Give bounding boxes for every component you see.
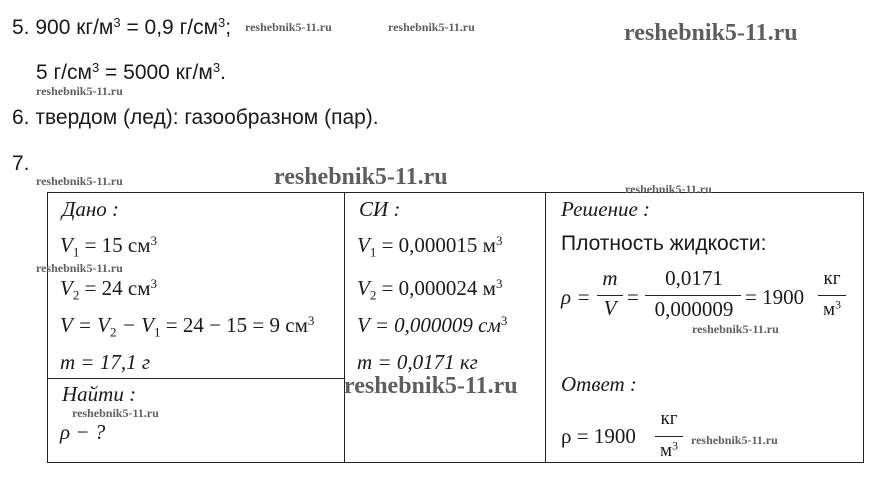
formula-numerator: 0,0171 bbox=[665, 266, 723, 290]
subscript: 2 bbox=[109, 324, 117, 340]
formula-eq: = bbox=[627, 285, 639, 309]
expr: V = V bbox=[60, 313, 110, 337]
unit-numerator: кг bbox=[823, 268, 841, 289]
watermark: reshebnik5-11.ru bbox=[36, 174, 123, 188]
find-header: Найти : bbox=[62, 382, 137, 406]
watermark: reshebnik5-11.ru bbox=[72, 406, 159, 420]
exponent: 3 bbox=[835, 298, 841, 312]
watermark: reshebnik5-11.ru bbox=[625, 182, 712, 196]
problem-6 bbox=[12, 106, 379, 130]
exponent: 3 bbox=[495, 275, 503, 291]
problem-5-line2-c: . bbox=[220, 61, 226, 84]
formula-m: m bbox=[602, 266, 618, 290]
formula-V: V bbox=[603, 296, 617, 320]
problem-5-text-c: ; bbox=[225, 16, 232, 39]
exponent: 3 bbox=[150, 275, 158, 291]
find-expr: ρ − ? bbox=[60, 420, 106, 444]
value: = 0,000024 м bbox=[376, 276, 496, 300]
subscript: 2 bbox=[369, 287, 377, 303]
subscript: 2 bbox=[72, 287, 80, 303]
watermark: reshebnik5-11.ru bbox=[245, 20, 332, 34]
problem-6-number: 6. bbox=[12, 106, 30, 129]
watermark: reshebnik5-11.ru bbox=[36, 261, 123, 275]
exponent: 3 bbox=[500, 312, 508, 328]
var: V bbox=[60, 276, 73, 300]
value: V = 0,000009 см bbox=[357, 313, 501, 337]
subscript: 1 bbox=[369, 244, 377, 260]
table-divider-2 bbox=[545, 192, 546, 463]
answer-unit-numerator: кг bbox=[660, 408, 678, 429]
si-header: СИ : bbox=[359, 197, 401, 221]
exponent: 3 bbox=[218, 14, 226, 30]
answer-header: Ответ : bbox=[561, 372, 637, 396]
density-label: Плотность жидкости: bbox=[561, 232, 767, 255]
var: V bbox=[357, 233, 370, 257]
watermark: reshebnik5-11.ru bbox=[691, 433, 778, 447]
subscript: 1 bbox=[153, 324, 161, 340]
formula-result: = 1900 bbox=[745, 285, 805, 309]
exponent: 3 bbox=[672, 439, 678, 453]
given-header: Дано : bbox=[62, 197, 120, 221]
problem-5-line-1 bbox=[12, 16, 231, 40]
given-v1 bbox=[60, 233, 157, 258]
formula-rho: ρ = bbox=[561, 285, 591, 309]
problem-5-line2-b: = 5000 кг/м bbox=[99, 61, 213, 84]
exponent: 3 bbox=[495, 232, 503, 248]
value: = 24 см bbox=[79, 276, 151, 300]
given-v2 bbox=[60, 276, 157, 301]
exponent: 3 bbox=[113, 14, 121, 30]
formula-denominator: 0,000009 bbox=[654, 297, 734, 321]
problem-7-number: 7. bbox=[12, 152, 30, 175]
table-divider-1 bbox=[344, 192, 345, 463]
problem-5-text-b: = 0,9 г/см bbox=[120, 16, 219, 39]
problem-5-number: 5. bbox=[12, 16, 30, 39]
si-v2 bbox=[357, 276, 503, 301]
watermark: reshebnik5-11.ru bbox=[388, 20, 475, 34]
exponent: 3 bbox=[307, 312, 315, 328]
exponent: 3 bbox=[150, 232, 158, 248]
value: = 15 см bbox=[79, 233, 151, 257]
watermark: reshebnik5-11.ru bbox=[36, 84, 123, 98]
answer-unit-denominator bbox=[651, 440, 687, 462]
si-v bbox=[357, 313, 507, 338]
solution-header: Решение : bbox=[561, 197, 651, 221]
answer-unit-den-base: м bbox=[660, 440, 673, 461]
fraction-bar-unit bbox=[818, 295, 846, 296]
table-given-find-divider bbox=[47, 378, 345, 379]
given-v bbox=[60, 313, 314, 338]
fraction-bar-values bbox=[645, 295, 741, 296]
var: V bbox=[60, 233, 73, 257]
exponent: 3 bbox=[212, 59, 221, 75]
watermark: reshebnik5-11.ru bbox=[274, 164, 448, 190]
answer-fraction-bar bbox=[655, 436, 683, 437]
watermark: reshebnik5-11.ru bbox=[344, 373, 518, 399]
value: = 0,000015 м bbox=[376, 233, 496, 257]
exponent: 3 bbox=[91, 59, 100, 75]
subscript: 1 bbox=[72, 244, 80, 260]
given-m: m = 17,1 г bbox=[60, 350, 151, 374]
unit-den-base: м bbox=[823, 299, 836, 320]
problem-6-text: твердом (лед): газообразном (пар). bbox=[35, 106, 379, 129]
problem-5-line-2 bbox=[36, 61, 226, 85]
expr-mid: − V bbox=[116, 313, 154, 337]
problem-5-text-a: 900 кг/м bbox=[35, 16, 114, 39]
var: V bbox=[357, 276, 370, 300]
si-v1 bbox=[357, 233, 503, 258]
problem-5-line2-a: 5 г/см bbox=[36, 61, 92, 84]
si-m: m = 0,0171 кг bbox=[357, 350, 478, 374]
answer-expr: ρ = 1900 bbox=[561, 424, 636, 448]
value: = 24 − 15 = 9 см bbox=[160, 313, 308, 337]
watermark: reshebnik5-11.ru bbox=[624, 20, 798, 46]
watermark: reshebnik5-11.ru bbox=[692, 322, 779, 336]
unit-denominator bbox=[814, 299, 850, 321]
